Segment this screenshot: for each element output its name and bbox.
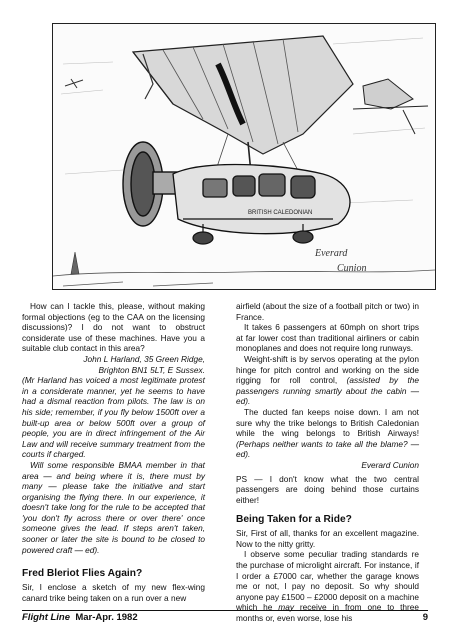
cabin-marking: BRITISH CALEDONIAN [248, 210, 313, 216]
letter-paragraph: Sir, I enclose a sketch of my new flex-wing canard trike being taken on a run over a new [22, 582, 205, 603]
svg-text:Cunion: Cunion [337, 263, 367, 274]
letter-paragraph: Sir, First of all, thanks for an excellent magazine. Now to the nitty gritty. [236, 528, 419, 549]
distant-plane [65, 79, 83, 88]
letter-signature-line: John L Harland, 35 Green Ridge, [83, 353, 205, 364]
letter-signature-line: Brighton BN1 5LT, E Sussex. [98, 364, 205, 375]
editor-note: Will some responsible BMAA member in that area — and being where it is, there must by many — please take the initiative and start organising the flying there. In our experience, it doesn't take long for the rule to be accepted that 'you don't fly across there or over there' once someone gives the lead. If steps aren't taken, sooner or later the site is bound to be closed to powered craft — ed). [22, 459, 205, 555]
left-column [22, 301, 205, 603]
aircraft-drawing [53, 24, 435, 289]
right-column [236, 301, 419, 624]
trike-sketch-illustration [52, 23, 436, 290]
page-footer [22, 610, 428, 625]
letter-signature-line: Everard Cunion [361, 459, 419, 470]
svg-text:Everard: Everard [315, 248, 348, 259]
distant-tower [71, 252, 79, 274]
editor-note: (Mr Harland has voiced a most legitimate protest in a considerate manner, yet he seems to have had a dismal reaction from pilots. The law is on his side; remember, if you fly below 1500ft over a built-up area or below 500ft over a group of people, you are in direct infringement of the Air Law and will receive summary treatment from the courts if charged. [22, 375, 205, 460]
cabin-body [173, 165, 350, 234]
wing [133, 36, 353, 154]
letter-paragraph: I observe some peculiar trading standards re the purchase of microlight aircraft. For instance, if I order a £7000 car, whether the garage knows me or not, I pay no deposit. So why should anyone pay £1500 – £2000 deposit on a machine which he may receive in from one to three months or, even worse, lose his [236, 549, 419, 624]
section-heading: Being Taken for a Ride? [236, 514, 352, 526]
letter-paragraph: The ducted fan keeps noise down. I am not sure why the trike belongs to British Caledonian while the wing belongs to British Airways! (Perhaps neither wants to take all the blame? — ed). [236, 406, 419, 460]
page-number: 9 [422, 612, 428, 623]
letter-paragraph: How can I tackle this, please, without making formal objections (eg to the CAA on the licensing discussions)? I do not want to obstruct considerate use of these machines. Have you a suitable club contact in this area? [22, 301, 205, 354]
letter-paragraph: It takes 6 passengers at 60mph on short trips at far lower cost than traditional airliners or cabin monoplanes and does not require long runways. [236, 322, 419, 354]
letter-paragraph: Weight-shift is by servos operating at the pylon hinge for pitch control and working on the side rigging for roll control, (assisted by the passengers running smartly about the cabin — ed). [236, 353, 419, 407]
postscript: PS — I don't know what the two central passengers are doing behind those curtains either! [236, 473, 419, 505]
artist-signature [314, 248, 366, 274]
letter-paragraph: airfield (about the size of a football pitch or two) in France. [236, 301, 419, 322]
canard-fin [353, 79, 428, 134]
section-heading: Fred Bleriot Flies Again? [22, 568, 143, 580]
footer-issue: Flight Line Mar-Apr. 1982 [22, 612, 138, 623]
